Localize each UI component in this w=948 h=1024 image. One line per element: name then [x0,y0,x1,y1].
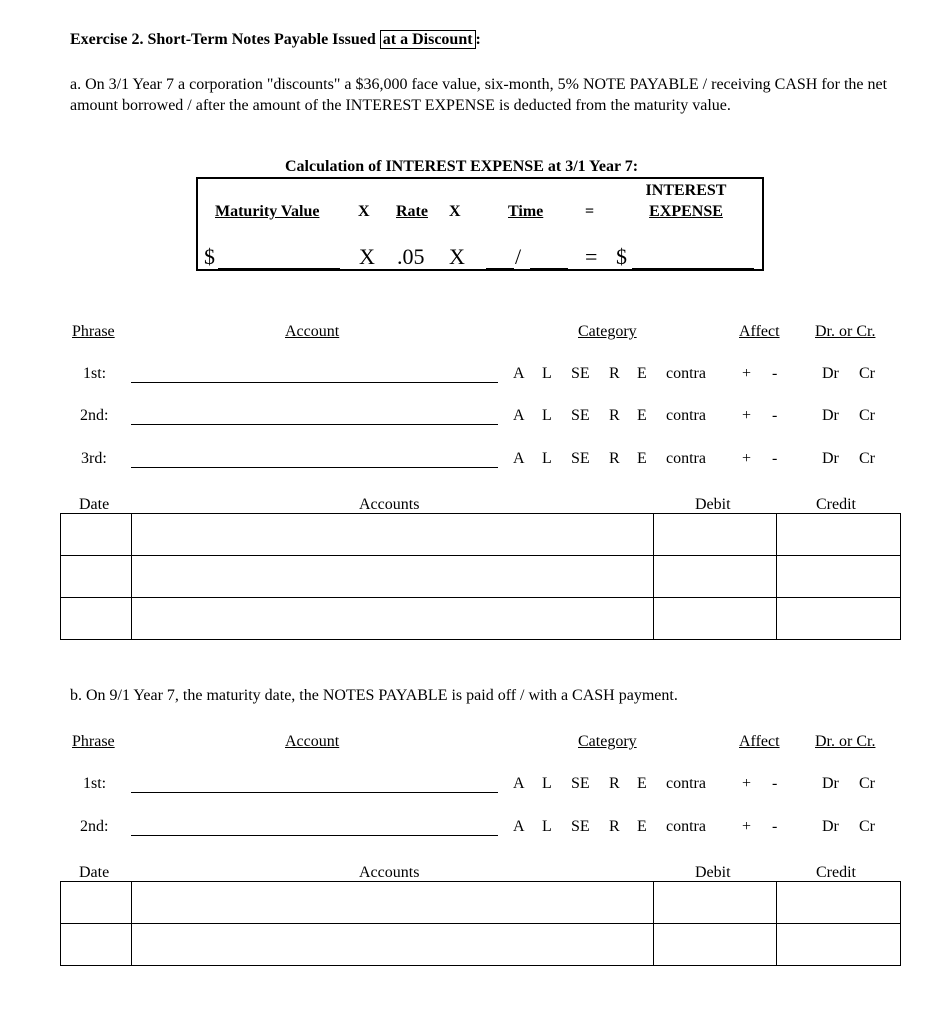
part-b-row-1-dr[interactable]: Dr [822,775,839,792]
part-b-affect-header: Affect [739,733,780,750]
part-b-row-2-affect-plus[interactable]: + [742,818,752,835]
journal-account-cell[interactable] [132,556,654,598]
part-a-row-1-affect-minus[interactable]: - [772,365,778,382]
part-a-row-2-cat-r[interactable]: R [609,407,620,424]
journal-account-cell[interactable] [132,882,654,924]
part-b-row-2-cr[interactable]: Cr [859,818,875,835]
part-a-row-1-cat-se[interactable]: SE [571,365,590,382]
journal-date-cell[interactable] [61,924,132,966]
part-a-row-1-cat-r[interactable]: R [609,365,620,382]
part-a-row-3-label: 3rd: [81,450,107,467]
part-b-row-1-cat-se[interactable]: SE [571,775,590,792]
calc-rate-value: .05 [397,244,425,269]
calc-rate-label: Rate [396,203,428,220]
part-b-row-2-cat-se[interactable]: SE [571,818,590,835]
part-a-row-2-cat-contra[interactable]: contra [666,407,706,424]
part-b-row-2-cat-e[interactable]: E [637,818,647,835]
part-a-row-2-cat-e[interactable]: E [637,407,647,424]
journal-date-cell[interactable] [61,514,132,556]
part-a-account-header: Account [285,323,340,340]
part-a-journal-date-header: Date [79,496,110,513]
calc-maturity-label: Maturity Value [215,203,320,220]
part-b-row-2-label: 2nd: [80,818,109,835]
part-a-row-3-cat-a[interactable]: A [513,450,525,467]
part-a-row-2-cr[interactable]: Cr [859,407,875,424]
part-a-row-3-affect-plus[interactable]: + [742,450,752,467]
part-a-row-2-cat-se[interactable]: SE [571,407,590,424]
journal-credit-cell[interactable] [777,514,901,556]
part-b-row-1-cat-e[interactable]: E [637,775,647,792]
journal-credit-cell[interactable] [777,598,901,640]
calc-times-2: X [449,203,461,220]
part-a-row-3-affect-minus[interactable]: - [772,450,778,467]
part-b-row-2-cat-l[interactable]: L [542,818,552,835]
journal-credit-cell[interactable] [777,556,901,598]
part-a-row-3-cat-r[interactable]: R [609,450,620,467]
part-b-row-1-affect-plus[interactable]: + [742,775,752,792]
part-b-journal-debit-header: Debit [695,864,731,881]
part-a-row-2-affect-minus[interactable]: - [772,407,778,424]
calc-times-4: X [449,244,465,269]
part-b-row-1-label: 1st: [83,775,107,792]
calc-dollar-1: $ [204,244,215,269]
title-suffix: : [475,31,481,48]
calc-times-3: X [359,244,375,269]
part-a-row-1-label: 1st: [83,365,107,382]
part-a-journal-credit-header: Credit [816,496,856,513]
journal-account-cell[interactable] [132,924,654,966]
calc-time-denominator-blank[interactable] [530,268,568,269]
part-b-row-1-cat-r[interactable]: R [609,775,620,792]
calc-title: Calculation of INTEREST EXPENSE at 3/1 Year 7: [285,158,639,175]
calc-equals: = [585,203,595,220]
calc-interest-blank[interactable] [632,268,754,269]
calc-maturity-blank[interactable] [218,268,340,269]
part-b-row-1-cat-a[interactable]: A [513,775,525,792]
part-b-row-2-cat-a[interactable]: A [513,818,525,835]
calc-slash: / [515,244,522,269]
part-a-row-2-dr[interactable]: Dr [822,407,839,424]
calc-time-label: Time [508,203,544,220]
journal-account-cell[interactable] [132,598,654,640]
journal-credit-cell[interactable] [777,924,901,966]
part-a-row-2-cat-a[interactable]: A [513,407,525,424]
journal-date-cell[interactable] [61,556,132,598]
part-a-row-1-cat-e[interactable]: E [637,365,647,382]
journal-date-cell[interactable] [61,882,132,924]
part-a-row-2-label: 2nd: [80,407,109,424]
journal-date-cell[interactable] [61,598,132,640]
journal-debit-cell[interactable] [654,924,777,966]
part-b-phrase-header: Phrase [72,733,115,750]
part-a-row-1-cr[interactable]: Cr [859,365,875,382]
journal-debit-cell[interactable] [654,598,777,640]
part-a-drcr-header: Dr. or Cr. [815,323,876,340]
part-a-row-1-cat-l[interactable]: L [542,365,552,382]
part-b-row-1-cat-contra[interactable]: contra [666,775,706,792]
journal-debit-cell[interactable] [654,514,777,556]
part-b-row-2-cat-r[interactable]: R [609,818,620,835]
part-a-affect-header: Affect [739,323,780,340]
part-b-journal-table [60,881,901,966]
part-b-journal-accounts-header: Accounts [359,864,420,881]
calc-equals-2: = [585,244,598,269]
part-b-drcr-header: Dr. or Cr. [815,733,876,750]
part-a-category-header: Category [578,323,637,340]
part-a-phrase-header: Phrase [72,323,115,340]
part-b-row-2-affect-minus[interactable]: - [772,818,778,835]
journal-account-cell[interactable] [132,514,654,556]
part-b-account-header: Account [285,733,340,750]
part-a-row-3-cat-l[interactable]: L [542,450,552,467]
exercise-title [70,31,481,49]
table-row [61,924,901,966]
part-b-row-1-affect-minus[interactable]: - [772,775,778,792]
part-a-row-2-account-blank[interactable] [131,424,498,425]
part-a-row-3-cat-e[interactable]: E [637,450,647,467]
part-b-row-2-account-blank[interactable] [131,835,498,836]
calc-dollar-2: $ [616,244,627,269]
part-a-row-3-cat-se[interactable]: SE [571,450,590,467]
journal-debit-cell[interactable] [654,556,777,598]
part-a-row-3-dr[interactable]: Dr [822,450,839,467]
journal-debit-cell[interactable] [654,882,777,924]
calc-times-1: X [358,203,370,220]
part-b-row-1-cat-l[interactable]: L [542,775,552,792]
journal-credit-cell[interactable] [777,882,901,924]
part-a-text: a. On 3/1 Year 7 a corporation "discounts" a $36,000 face value, six-month, 5% NOTE PAYABLE / receiving CASH for the net amount borrowed / after the amount of the INTEREST EXPENSE is deducted from the maturity value. [70,76,888,114]
part-a-row-1-cat-contra[interactable]: contra [666,365,706,382]
part-a-row-2-cat-l[interactable]: L [542,407,552,424]
part-a-row-1-dr[interactable]: Dr [822,365,839,382]
table-row [61,882,901,924]
part-a-journal-accounts-header: Accounts [359,496,420,513]
calc-interest-line1: INTEREST [645,182,727,199]
part-a-journal-debit-header: Debit [695,496,731,513]
part-a-row-1-affect-plus[interactable]: + [742,365,752,382]
part-b-text: b. On 9/1 Year 7, the maturity date, the NOTES PAYABLE is paid off / with a CASH payment. [70,687,678,704]
part-b-journal-date-header: Date [79,864,110,881]
part-a-row-2-affect-plus[interactable]: + [742,407,752,424]
part-a-row-3-cr[interactable]: Cr [859,450,875,467]
part-a-row-1-cat-a[interactable]: A [513,365,525,382]
part-a-row-3-cat-contra[interactable]: contra [666,450,706,467]
part-b-row-2-dr[interactable]: Dr [822,818,839,835]
table-row [61,598,901,640]
calc-interest-line2: EXPENSE [649,203,723,220]
part-a-row-1-account-blank[interactable] [131,382,498,383]
table-row [61,514,901,556]
part-b-row-1-account-blank[interactable] [131,792,498,793]
part-a-journal-table [60,513,901,640]
table-row [61,556,901,598]
part-b-journal-credit-header: Credit [816,864,856,881]
part-b-category-header: Category [578,733,637,750]
part-b-row-2-cat-contra[interactable]: contra [666,818,706,835]
part-b-row-1-cr[interactable]: Cr [859,775,875,792]
part-a-row-3-account-blank[interactable] [131,467,498,468]
calc-time-numerator-blank[interactable] [486,268,514,269]
title-boxed: at a Discount [380,30,476,49]
title-prefix: Exercise 2. Short-Term Notes Payable Issued [70,31,380,48]
